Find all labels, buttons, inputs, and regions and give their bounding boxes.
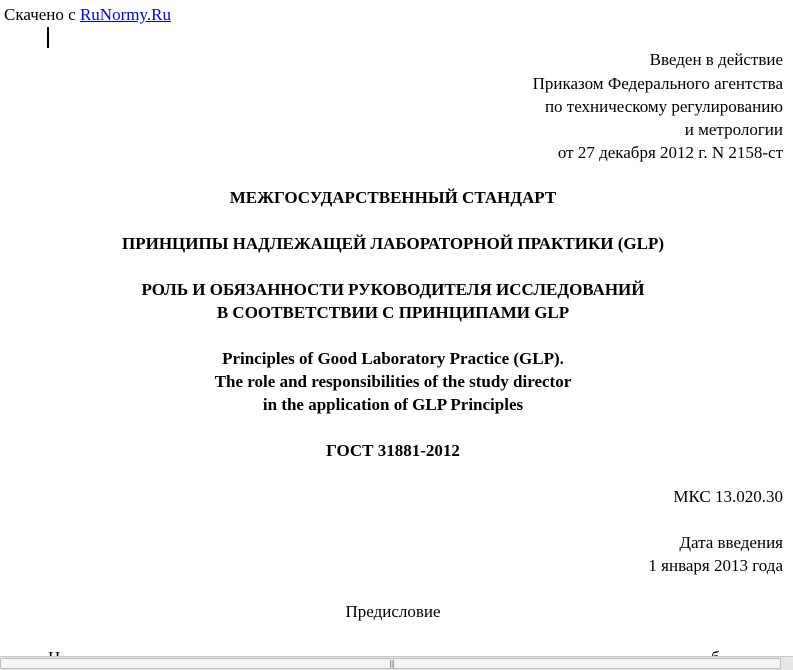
subtitle-line-1: РОЛЬ И ОБЯЗАННОСТИ РУКОВОДИТЕЛЯ ИССЛЕДОВАНИЙ (141, 280, 645, 299)
intro-line-2: Приказом Федерального агентства (532, 74, 783, 93)
standard-type-heading: МЕЖГОСУДАРСТВЕННЫЙ СТАНДАРТ (229, 188, 557, 207)
horizontal-scrollbar[interactable] (0, 656, 793, 670)
english-title-line-3: in the application of GLP Principles (262, 395, 524, 414)
english-title-line-1: Principles of Good Laboratory Practice (GLP). (222, 349, 564, 368)
gost-number: ГОСТ 31881-2012 (326, 441, 460, 460)
foreword-heading: Предисловие (345, 602, 441, 621)
download-source-prefix: Скачено с (4, 5, 80, 24)
download-source-line (4, 5, 171, 25)
mks-code: МКС 13.020.30 (673, 487, 783, 506)
grip-icon: ||| (389, 659, 395, 668)
subtitle-line-2: В СООТВЕТСТВИИ С ПРИНЦИПАМИ GLP (216, 303, 570, 322)
text-cursor (47, 27, 49, 48)
intro-line-4: и метрологии (684, 120, 783, 139)
intro-line-5: от 27 декабря 2012 г. N 2158-ст (557, 143, 783, 162)
intro-line-3: по техническому регулированию (544, 97, 783, 116)
scrollbar-thumb[interactable] (0, 658, 781, 669)
date-value: 1 января 2013 года (648, 556, 783, 575)
date-label: Дата введения (679, 533, 783, 552)
main-title: ПРИНЦИПЫ НАДЛЕЖАЩЕЙ ЛАБОРАТОРНОЙ ПРАКТИКИ (GLP) (121, 234, 665, 253)
runormy-link[interactable]: RuNormy.Ru (79, 5, 171, 24)
english-title-line-2: The role and responsibilities of the study director (214, 372, 572, 391)
intro-line-1: Введен в действие (649, 50, 783, 69)
